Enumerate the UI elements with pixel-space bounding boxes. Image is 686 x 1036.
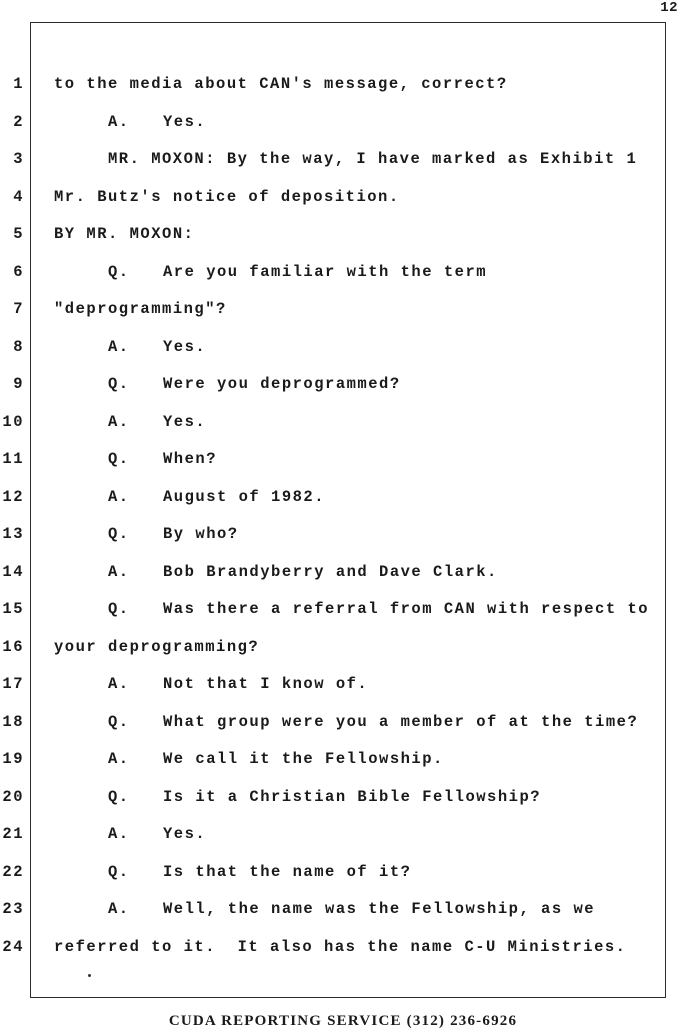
transcript-line	[0, 300, 686, 338]
line-text: to the media about CAN's message, correct?	[54, 75, 508, 93]
line-number: 23	[2, 900, 24, 918]
page-number: 12	[660, 0, 678, 16]
line-text	[108, 713, 638, 731]
answer-text: Yes.	[163, 413, 207, 431]
line-number: 20	[2, 788, 24, 806]
line-text	[108, 488, 325, 506]
answer-text: Bob Brandyberry and Dave Clark.	[163, 563, 498, 581]
line-number: 12	[2, 488, 24, 506]
answer-text: Yes.	[163, 338, 207, 356]
transcript-line	[0, 675, 686, 713]
speaker-label: Q.	[108, 600, 130, 618]
speaker-label: A.	[108, 675, 130, 693]
line-number: 1	[13, 75, 24, 93]
question-text: When?	[163, 450, 218, 468]
transcript-line	[0, 413, 686, 451]
answer-text: Well, the name was the Fellowship, as we	[163, 900, 596, 918]
speaker-label: Q.	[108, 525, 130, 543]
transcript-line	[0, 75, 686, 113]
speaker-label: A.	[108, 113, 130, 131]
line-number: 19	[2, 750, 24, 768]
line-text	[108, 675, 368, 693]
transcript-line	[0, 150, 686, 188]
speaker-label: A.	[108, 900, 130, 918]
stray-mark	[88, 974, 91, 977]
answer-text: We call it the Fellowship.	[163, 750, 444, 768]
answer-text: Yes.	[163, 825, 207, 843]
line-text	[108, 788, 541, 806]
transcript-line	[0, 600, 686, 638]
line-number: 21	[2, 825, 24, 843]
line-number: 17	[2, 675, 24, 693]
line-text	[108, 450, 217, 468]
line-number: 24	[2, 938, 24, 956]
line-text	[108, 863, 411, 881]
line-number: 8	[13, 338, 24, 356]
line-number: 2	[13, 113, 24, 131]
answer-text: Yes.	[163, 113, 207, 131]
line-text	[108, 600, 649, 618]
speaker-label: A.	[108, 825, 130, 843]
line-text	[108, 263, 487, 281]
line-number: 4	[13, 188, 24, 206]
line-number: 14	[2, 563, 24, 581]
speaker-label: A.	[108, 338, 130, 356]
line-number: 6	[13, 263, 24, 281]
speaker-label: A.	[108, 413, 130, 431]
line-text	[108, 338, 206, 356]
question-text: By who?	[163, 525, 239, 543]
line-text	[108, 825, 206, 843]
speaker-label: Q.	[108, 788, 130, 806]
line-text: BY MR. MOXON:	[54, 225, 195, 243]
transcript-line	[0, 938, 686, 976]
transcript-line	[0, 638, 686, 676]
question-text: Was there a referral from CAN with respect to	[163, 600, 650, 618]
line-text: referred to it. It also has the name C-U Ministries.	[54, 938, 627, 956]
line-text	[108, 113, 206, 131]
line-text: Mr. Butz's notice of deposition.	[54, 188, 400, 206]
transcript-line	[0, 863, 686, 901]
line-text	[108, 413, 206, 431]
transcript-line	[0, 825, 686, 863]
line-text	[108, 900, 595, 918]
answer-text: Not that I know of.	[163, 675, 369, 693]
question-text: Were you deprogrammed?	[163, 375, 401, 393]
reporter-footer: CUDA REPORTING SERVICE (312) 236-6926	[168, 1013, 518, 1029]
line-text	[108, 750, 444, 768]
speaker-label: Q.	[108, 375, 130, 393]
speaker-label: Q.	[108, 863, 130, 881]
line-text: your deprogramming?	[54, 638, 260, 656]
line-number: 7	[13, 300, 24, 318]
line-text	[108, 525, 239, 543]
question-text: Is that the name of it?	[163, 863, 412, 881]
transcript-line	[0, 488, 686, 526]
line-text: "deprogramming"?	[54, 300, 227, 318]
line-number: 22	[2, 863, 24, 881]
line-number: 18	[2, 713, 24, 731]
question-text: Is it a Christian Bible Fellowship?	[163, 788, 542, 806]
line-text	[108, 563, 498, 581]
line-number: 15	[2, 600, 24, 618]
line-number: 11	[2, 450, 24, 468]
transcript-line	[0, 263, 686, 301]
transcript-line	[0, 225, 686, 263]
transcript-line	[0, 750, 686, 788]
speaker-label: Q.	[108, 713, 130, 731]
transcript-line	[0, 525, 686, 563]
speaker-label: Q.	[108, 450, 130, 468]
speaker-label: A.	[108, 563, 130, 581]
transcript-line	[0, 563, 686, 601]
answer-text: August of 1982.	[163, 488, 326, 506]
transcript-line	[0, 338, 686, 376]
transcript-line	[0, 450, 686, 488]
line-number: 10	[2, 413, 24, 431]
line-number: 13	[2, 525, 24, 543]
transcript-line	[0, 788, 686, 826]
line-text: MR. MOXON: By the way, I have marked as Exhibit 1	[108, 150, 638, 168]
line-number: 16	[2, 638, 24, 656]
line-number: 9	[13, 375, 24, 393]
transcript-line	[0, 375, 686, 413]
speaker-label: A.	[108, 488, 130, 506]
transcript-line	[0, 113, 686, 151]
line-number: 5	[13, 225, 24, 243]
speaker-label: Q.	[108, 263, 130, 281]
line-number: 3	[13, 150, 24, 168]
speaker-label: A.	[108, 750, 130, 768]
question-text: Are you familiar with the term	[163, 263, 488, 281]
line-text	[108, 375, 401, 393]
transcript-line	[0, 713, 686, 751]
transcript-line	[0, 900, 686, 938]
question-text: What group were you a member of at the time?	[163, 713, 639, 731]
transcript-line	[0, 188, 686, 226]
